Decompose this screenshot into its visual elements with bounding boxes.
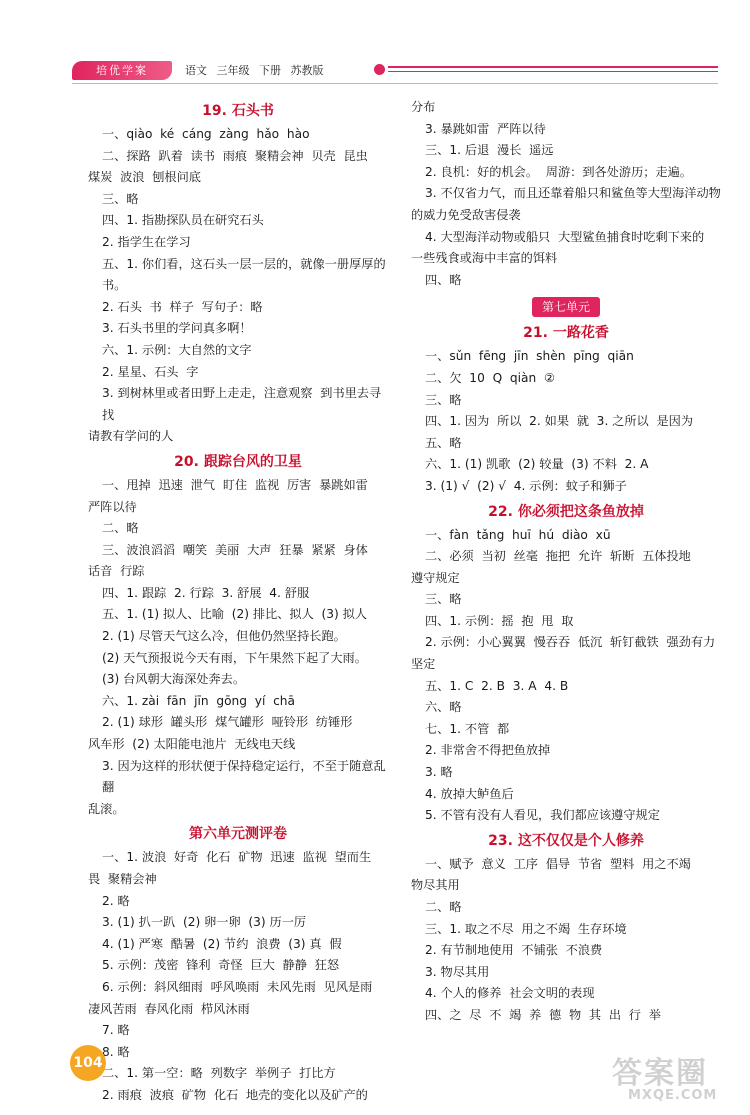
answer-line: 六、1. (1) 凯歌 (2) 较量 (3) 不料 2. A	[425, 457, 649, 472]
answer-line: 一、sǔn fēng jīn shèn pīng qiān	[425, 349, 634, 364]
answer-line: 风车形 (2) 太阳能电池片 无线电天线	[88, 737, 296, 752]
answer-line: 遵守规定	[411, 570, 460, 585]
answer-line: 3. 石头书里的学问真多啊！	[102, 321, 252, 336]
answer-line: 五、1. C 2. B 3. A 4. B	[425, 678, 569, 693]
answer-line: 二、探路 趴着 读书 雨痕 聚精会神 贝壳 昆虫	[102, 148, 368, 163]
answer-line: 一些残食或海中丰富的饵料	[411, 251, 558, 266]
answer-line: 4. 放掉大鲈鱼后	[425, 786, 514, 801]
answer-line: 2. (1) 尽管天气这么冷，但他仍然坚持长跑。	[102, 629, 346, 644]
answer-line: 四、1. 示例：摇 抱 甩 取	[425, 613, 574, 628]
section-title: 第六单元测评卷	[189, 826, 287, 843]
answer-line: 4. (1) 严寒 酷暑 (2) 节约 浪费 (3) 真 假	[102, 936, 342, 951]
answer-line: 2. 略	[102, 893, 130, 908]
answer-line: 一、甩掉 迅速 泄气 盯住 监视 厉害 暴跳如雷	[102, 477, 368, 492]
section-title: 20. 跟踪台风的卫星	[174, 453, 302, 470]
series-badge: 培优学案	[72, 61, 172, 80]
answer-line: 3. 物尽其用	[425, 964, 490, 979]
answer-line: 三、1. 后退 漫长 遥远	[425, 143, 554, 158]
answer-line: 四、1. 指勘探队员在研究石头	[102, 213, 264, 228]
answer-line: 3. (1) √ (2) √ 4. 示例：蚊子和狮子	[425, 478, 627, 493]
answer-line: 二、必须 当初 丝毫 拖把 允许 斩断 五体投地	[425, 549, 691, 564]
answer-line: 8. 略	[102, 1044, 130, 1059]
answer-line: 二、欠 10 Q qiàn ②	[425, 370, 555, 385]
unit-heading	[411, 295, 721, 319]
page-header	[0, 50, 750, 90]
answer-line: 2. 雨痕 波痕 矿物 化石 地壳的变化以及矿产的	[102, 1087, 368, 1102]
answer-line: 3. 因为这样的形状便于保持稳定运行，不至于随意乱翻	[102, 758, 386, 795]
answer-line: 6. 示例：斜风细雨 呼风唤雨 未风先雨 见风是雨	[102, 979, 373, 994]
header-underline	[72, 83, 718, 84]
section-title: 22. 你必须把这条鱼放掉	[488, 503, 644, 520]
answer-line: 3. 略	[425, 765, 453, 780]
answer-line: 五、1. 你们看，这石头一层一层的，就像一册厚厚的书。	[102, 256, 386, 293]
answer-line: 煤炭 波浪 刨根问底	[88, 170, 201, 185]
answer-line: 3. (1) 扒一趴 (2) 卵一卵 (3) 历一厉	[102, 915, 307, 930]
answer-line: 四、1. 因为 所以 2. 如果 就 3. 之所以 是因为	[425, 414, 694, 429]
answer-line: 五、1. (1) 拟人、比喻 (2) 排比、拟人 (3) 拟人	[102, 607, 368, 622]
answer-line: (2) 天气预报说今天有雨，下午果然下起了大雨。	[102, 650, 367, 665]
right-column	[411, 97, 721, 1027]
answer-line: 话音 行踪	[88, 564, 145, 579]
answer-line: 严阵以待	[88, 499, 137, 514]
answer-line: 分布	[411, 100, 436, 114]
answer-line: 4. 个人的修养 社会文明的表现	[425, 986, 595, 1001]
answer-line: 3. 不仅省力气，而且还靠着船只和鲨鱼等大型海洋动物	[425, 186, 721, 201]
answer-line: 5. 不管有没有人看见，我们都应该遵守规定	[425, 808, 660, 823]
answer-line: 2. (1) 球形 罐头形 煤气罐形 哑铃形 纺锤形	[102, 715, 353, 730]
answer-line: 六、略	[425, 700, 462, 715]
answer-line: 四、略	[425, 272, 462, 287]
answer-line: 凄风苦雨 春风化雨 栉风沐雨	[88, 1001, 250, 1016]
answer-line: 2. 星星、石头 字	[102, 364, 199, 379]
section-title: 19. 石头书	[202, 103, 274, 119]
answer-line: 2. 有节制地使用 不铺张 不浪费	[425, 943, 603, 958]
answer-line: 2. 石头 书 样子 写句子：略	[102, 299, 263, 314]
answer-line: 二、略	[425, 900, 462, 914]
answer-line: 三、波浪滔滔 嘲笑 美丽 大声 狂暴 紧紧 身体	[102, 542, 368, 557]
answer-line: 5. 示例：茂密 锋利 奇怪 巨大 静静 狂怒	[102, 958, 340, 973]
answer-line: 请教有学问的人	[88, 429, 174, 444]
answer-line: 一、qiào ké cáng zàng hǎo hào	[102, 127, 310, 141]
answer-line: 7. 略	[102, 1023, 130, 1038]
section-title: 21. 一路花香	[523, 325, 609, 342]
answer-line: 一、fàn tǎng huī hú diào xū	[425, 527, 611, 542]
answer-line: (3) 台风朝大海深处奔去。	[102, 672, 246, 687]
answer-line: 五、略	[425, 435, 462, 450]
answer-line: 3. 到树林里或者田野上走走，注意观察 到书里去寻找	[102, 386, 382, 422]
answer-line: 六、1. zài fān jīn gōng yí chā	[102, 693, 295, 708]
answer-line: 四、之 尽 不 竭 养 德 物 其 出 行 举	[425, 1007, 661, 1022]
answer-line: 坚定	[411, 657, 436, 672]
answer-line: 的威力免受敌害侵袭	[411, 207, 521, 222]
answer-line: 二、略	[102, 521, 139, 536]
answer-line: 4. 大型海洋动物或船只 大型鲨鱼捕食时吃剩下来的	[425, 229, 705, 244]
answer-line: 2. 非常舍不得把鱼放掉	[425, 743, 551, 758]
answer-line: 三、1. 取之不尽 用之不竭 生存环境	[425, 921, 627, 936]
section-title: 23. 这不仅仅是个人修养	[488, 832, 644, 849]
watermark-url: MXQE.COM	[628, 1088, 718, 1103]
answer-line: 畏 聚精会神	[88, 872, 157, 886]
answer-line: 三、略	[425, 392, 462, 407]
answer-line: 一、1. 波浪 好奇 化石 矿物 迅速 监视 望而生	[102, 850, 372, 865]
answer-line: 一、赋予 意义 工序 倡导 节省 塑料 用之不竭	[425, 856, 691, 871]
answer-line: 2. 指学生在学习	[102, 234, 191, 249]
answer-line: 三、略	[425, 592, 462, 607]
unit-badge: 第七单元	[532, 297, 600, 317]
header-dot-icon	[374, 64, 385, 75]
answer-line: 物尽其用	[411, 878, 460, 893]
answer-line: 2. 示例：小心翼翼 慢吞吞 低沉 斩钉截铁 强劲有力	[425, 635, 716, 650]
answer-line: 四、1. 跟踪 2. 行踪 3. 舒展 4. 舒服	[102, 585, 310, 600]
answer-line: 三、略	[102, 191, 139, 206]
answer-line: 乱滚。	[88, 801, 125, 816]
subject-line: 语文 三年级 下册 苏教版	[185, 64, 324, 77]
answer-line: 二、1. 第一空：略 列数字 举例子 打比方	[102, 1066, 336, 1081]
answer-line: 七、1. 不管 都	[425, 721, 510, 736]
header-rule	[388, 66, 718, 68]
answer-line: 3. 暴跳如雷 严阵以待	[425, 121, 546, 136]
watermark-logo: 答案圈	[612, 1056, 708, 1091]
answer-line: 2. 良机：好的机会。 周游：到各处游历；走遍。	[425, 164, 692, 179]
header-rule-thin	[388, 71, 718, 72]
answer-line: 六、1. 示例：大自然的文字	[102, 342, 252, 357]
left-column	[88, 97, 388, 1107]
page-number: 104	[70, 1045, 106, 1081]
